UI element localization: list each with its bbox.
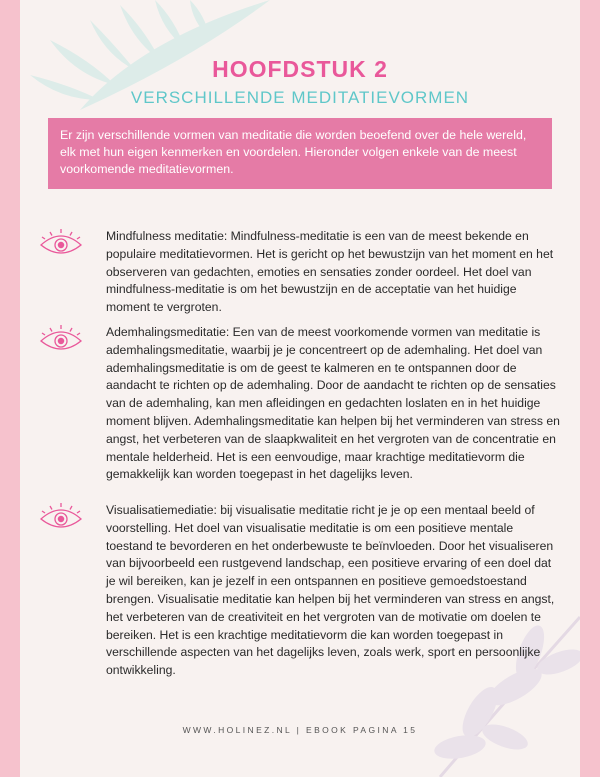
eye-icon: [38, 324, 84, 354]
intro-box: [48, 118, 552, 189]
ebook-page: [20, 0, 580, 777]
chapter-subtitle: VERSCHILLENDE MEDITATIEVORMEN: [130, 88, 470, 107]
eye-icon: [38, 228, 84, 258]
chapter-title: HOOFDSTUK 2: [212, 56, 388, 82]
intro-text: Er zijn verschillende vormen van meditatie die worden beoefend over de hele wereld, elk met hun eigen kenmerken en voordelen. Hieronder volgen enkele van de meest voorkomende meditatievormen.: [60, 128, 527, 176]
section-text: Ademhalingsmeditatie: Een van de meest voorkomende vormen van meditatie is ademhalingsmeditatie, waarbij je je concentreert op de ademhaling. Het doel van ademhalingsmeditatie is om de geest te kalmeren en te ontspannen door de aandacht te richten op de ademhaling. Door de aandacht te richten op de sensaties van de ademhaling, kan men afleidingen en gedachten loslaten en in het huidige moment blijven. Ademhalingsmeditatie kan helpen bij het verminderen van stress en angst, het verbeteren van de slaapkwaliteit en het vergroten van de concentratie en mentale helderheid. Het is een eenvoudige, maar krachtige meditatievorm die gemakkelijk kan worden toegepast in het dagelijks leven.: [106, 325, 560, 482]
section-text: Mindfulness meditatie: Mindfulness-meditatie is een van de meest bekende en populaire meditatievormen. Het is gericht op het bewustzijn van het moment en het observeren van gedachten, emoties en sensaties zonder oordeel. Het doel van mindfulness-meditatie is om het bewustzijn en de acceptatie van het huidige moment te vergroten.: [106, 229, 554, 315]
footer-text: WWW.HOLINEZ.NL | EBOOK PAGINA 15: [182, 725, 418, 735]
section-text: Visualisatiemediatie: bij visualisatie meditatie richt je je op een mentaal beeld of voorstelling. Het doel van visualisatie meditatie is om een positieve mentale toestand te bevorderen en het onderbewuste te beïnvloeden. Door het visualiseren van bijvoorbeeld een rustgevend landschap, een positieve ervaring of een doel dat je wil bereiken, kan je jezelf in een ontspannen en positieve gemoedstoestand brengen. Visualisatie meditatie kan helpen bij het verminderen van stress en angst, het verbeteren van de creativiteit en het vergroten van de motivatie om doelen te bereiken. Het is een krachtige meditatievorm die kan worden toegepast in verschillende aspecten van het dagelijks leven, zoals werk, sport en persoonlijke ontwikkeling.: [106, 503, 555, 678]
eye-icon: [38, 502, 84, 532]
